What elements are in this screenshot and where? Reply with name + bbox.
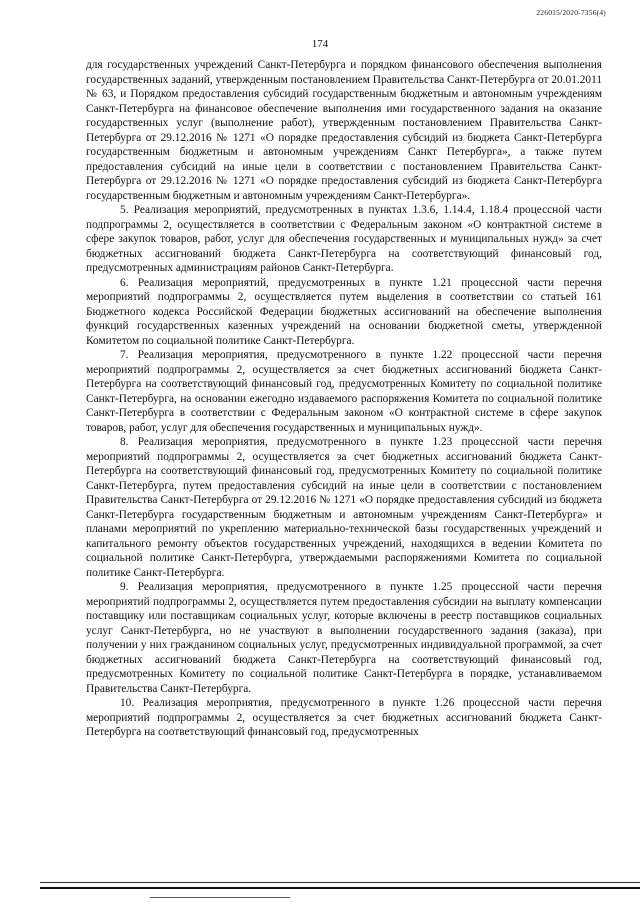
paragraph-7: 7. Реализация мероприятия, предусмотренного в пункте 1.22 процессной части перечня мероприятий подпрограммы 2, осуществляется за счет бюджетных ассигнований бюджета Санкт-Петербурга на соответствующий финансовый год, предусмотренных Комитету по социальной политике Санкт-Петербурга, на основании ежегодно издаваемого распоряжения Комитета по социальной политике Санкт-Петербурга в соответствии с Федеральным законом «О контрактной системе в сфере закупок товаров, работ, услуг для обеспечения государственных и муниципальных нужд».: [86, 349, 602, 434]
paragraph-9: 9. Реализация мероприятия, предусмотренного в пункте 1.25 процессной части перечня мероприятий подпрограммы 2, осуществляется путем предоставления субсидии на выплату компенсации поставщику или поставщикам социальных услуг, которые включены в реестр поставщиков социальных услуг Санкт-Петербурга, но не участвуют в выполнении государственного задания (заказа), при получении у них гражданином социальных услуг, предусмотренных индивидуальной программой, за счет бюджетных ассигнований бюджета Санкт-Петербурга на соответствующий финансовый год, предусмотренных Комитету по социальной политике Санкт-Петербурга в порядке, устанавливаемом Правительства Санкт-Петербурга.: [86, 581, 602, 695]
paragraph-8: 8. Реализация мероприятия, предусмотренного в пункте 1.23 процессной части перечня мероприятий подпрограммы 2, осуществляется за счет бюджетных ассигнований бюджета Санкт-Петербурга на соответствующий финансовый год, предусмотренных Комитету по социальной политике Санкт-Петербурга, путем предоставления субсидий на иные цели в соответствии с постановлением Правительства Санкт-Петербурга от 29.12.2016 № 1271 «О порядке предоставления субсидий из бюджета Санкт-Петербурга государственным бюджетным и автономным учреждениям Санкт-Петербурга» и планами мероприятий по укреплению материально-технической базы государственных учреждений и капитального ремонту объектов государственных учреждений, находящихся в ведении Комитета по социальной политике Санкт-Петербурга, утверждаемыми распоряжениями Комитета по социальной политике Санкт-Петербурга.: [86, 436, 602, 579]
paragraph-5: 5. Реализация мероприятий, предусмотренных в пунктах 1.3.6, 1.14.4, 1.18.4 процессной части подпрограммы 2, осуществляется в соответствии с Федеральным законом «О контрактной системе в сфере закупок товаров, работ, услуг для обеспечения государственных и муниципальных нужд» за счет бюджетных ассигнований бюджета Санкт-Петербурга на соответствующий финансовый год, предусмотренных администрациям районов Санкт-Петербурга.: [86, 204, 602, 274]
document-id: 226015/2020-7356(4): [536, 8, 606, 17]
footer-rule-thick: [40, 887, 640, 889]
document-body: [86, 58, 602, 740]
footer-rule-short: [150, 897, 290, 898]
paragraph-continuation: для государственных учреждений Санкт-Петербурга и порядком финансового обеспечения выполнения государственных заданий, утвержденным постановлением Правительства Санкт-Петербурга от 20.01.2011 № 63, и Порядком предоставления субсидий государственным бюджетным и автономным учреждениям Санкт-Петербурга на финансовое обеспечение выполнения ими государственного задания на оказание государственных услуг (выполнение работ), утвержденным постановлением Правительства Санкт-Петербурга от 29.12.2016 № 1271 «О порядке предоставления субсидий из бюджета Санкт-Петербурга государственным бюджетным и автономным учреждениям Санкт Петербурга», а также путем предоставления субсидий на иные цели в соответствии с постановлением Правительства Санкт-Петербурга от 29.12.2016 № 1271 «О порядке предоставления субсидий из бюджета Санкт-Петербурга государственным бюджетным и автономным учреждениям Санкт-Петербурга».: [86, 59, 602, 202]
paragraph-6: 6. Реализация мероприятий, предусмотренных в пункте 1.21 процессной части перечня мероприятий подпрограммы 2, осуществляется путем выделения в соответствии со статьей 161 Бюджетного кодекса Российской Федерации бюджетных ассигнований на обеспечение выполнения функций государственных казенных учреждений на основании бюджетной сметы, утвержденной Комитетом по социальной политике Санкт-Петербурга.: [86, 276, 602, 347]
footer-rule: [40, 882, 640, 883]
paragraph-10: 10. Реализация мероприятия, предусмотренного в пункте 1.26 процессной части перечня мероприятий подпрограммы 2, осуществляется за счет бюджетных ассигнований бюджета Санкт-Петербурга на соответствующий финансовый год, предусмотренных: [86, 697, 602, 738]
page-number: 174: [311, 38, 329, 50]
